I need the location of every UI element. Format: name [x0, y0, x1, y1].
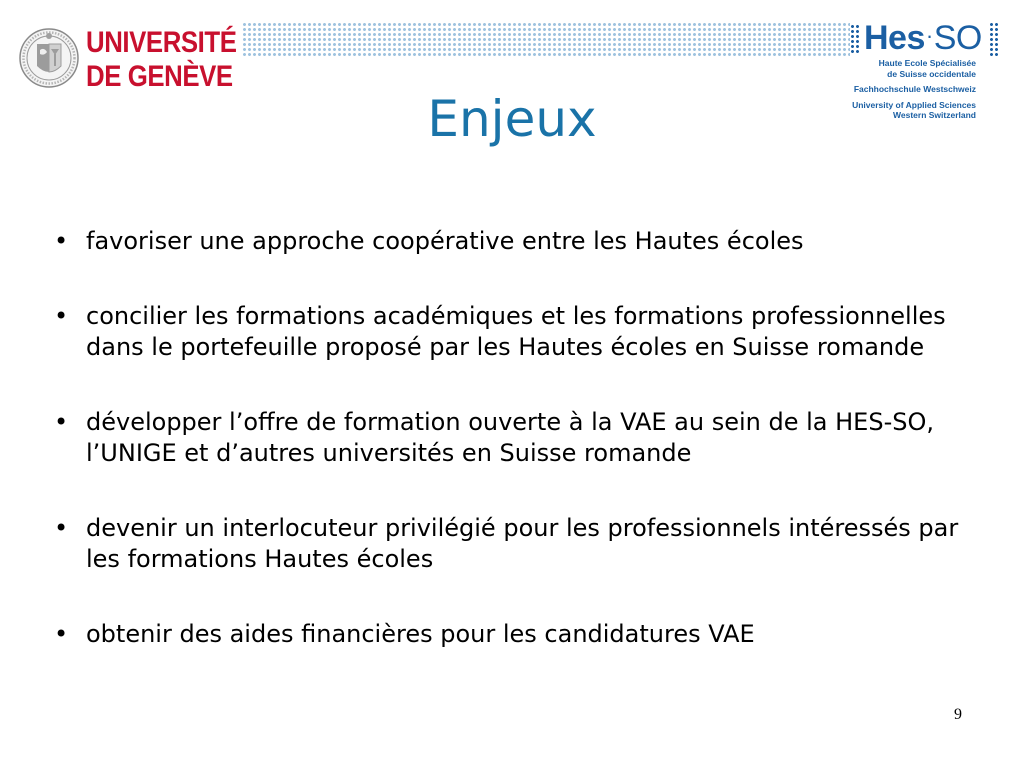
- unige-wordmark: [86, 26, 237, 94]
- hesso-wordmark: [864, 18, 982, 62]
- slide-title: Enjeux: [427, 90, 597, 148]
- hesso-tagline-line5: Western Switzerland: [893, 110, 976, 120]
- hesso-wordmark-end: SO: [933, 19, 982, 57]
- bullet-item: [42, 619, 982, 650]
- hesso-wordmark-separator: ·: [925, 23, 933, 48]
- hesso-dots-right-icon: [989, 22, 999, 56]
- hesso-tagline-line1: Haute Ecole Spécialisée: [878, 58, 976, 68]
- bullet-text: développer l’offre de formation ouverte à la VAE au sein de la HES-SO, l’UNIGE et d’autres universités en Suisse romande: [86, 408, 934, 467]
- unige-logo: [18, 20, 238, 96]
- hesso-tagline-line2: de Suisse occidentale: [887, 68, 976, 79]
- unige-seal-icon: [18, 22, 80, 94]
- hesso-dots-left-icon: [850, 24, 860, 54]
- hesso-tagline-line4: University of Applied Sciences: [852, 99, 976, 110]
- page-number: 9: [954, 706, 962, 723]
- dotted-header-band: [242, 22, 850, 58]
- bullet-dot-icon: •: [54, 514, 69, 542]
- bullet-dot-icon: •: [54, 620, 69, 648]
- bullet-item: [42, 226, 982, 257]
- bullet-item: [42, 513, 982, 575]
- unige-wordmark-line1: UNIVERSITÉ: [86, 26, 237, 59]
- bullet-item: [42, 301, 982, 363]
- bullet-text: concilier les formations académiques et les formations professionnelles dans le portefeuille proposé par les Hautes écoles en Suisse romande: [86, 302, 946, 361]
- hesso-tagline-line3: Fachhochschule Westschweiz: [853, 84, 976, 94]
- hesso-wordmark-main: Hes: [864, 19, 925, 57]
- bullet-text: devenir un interlocuteur privilégié pour les professionnels intéressés par les formations Hautes écoles: [86, 514, 959, 573]
- bullet-text: favoriser une approche coopérative entre les Hautes écoles: [86, 227, 804, 255]
- bullet-text: obtenir des aides financières pour les candidatures VAE: [86, 620, 755, 648]
- bullet-dot-icon: •: [54, 227, 69, 255]
- bullet-item: [42, 407, 982, 469]
- bullet-dot-icon: •: [54, 408, 69, 436]
- unige-wordmark-line2: DE GENÈVE: [86, 60, 233, 93]
- bullet-list: [42, 226, 982, 650]
- bullet-dot-icon: •: [54, 302, 69, 330]
